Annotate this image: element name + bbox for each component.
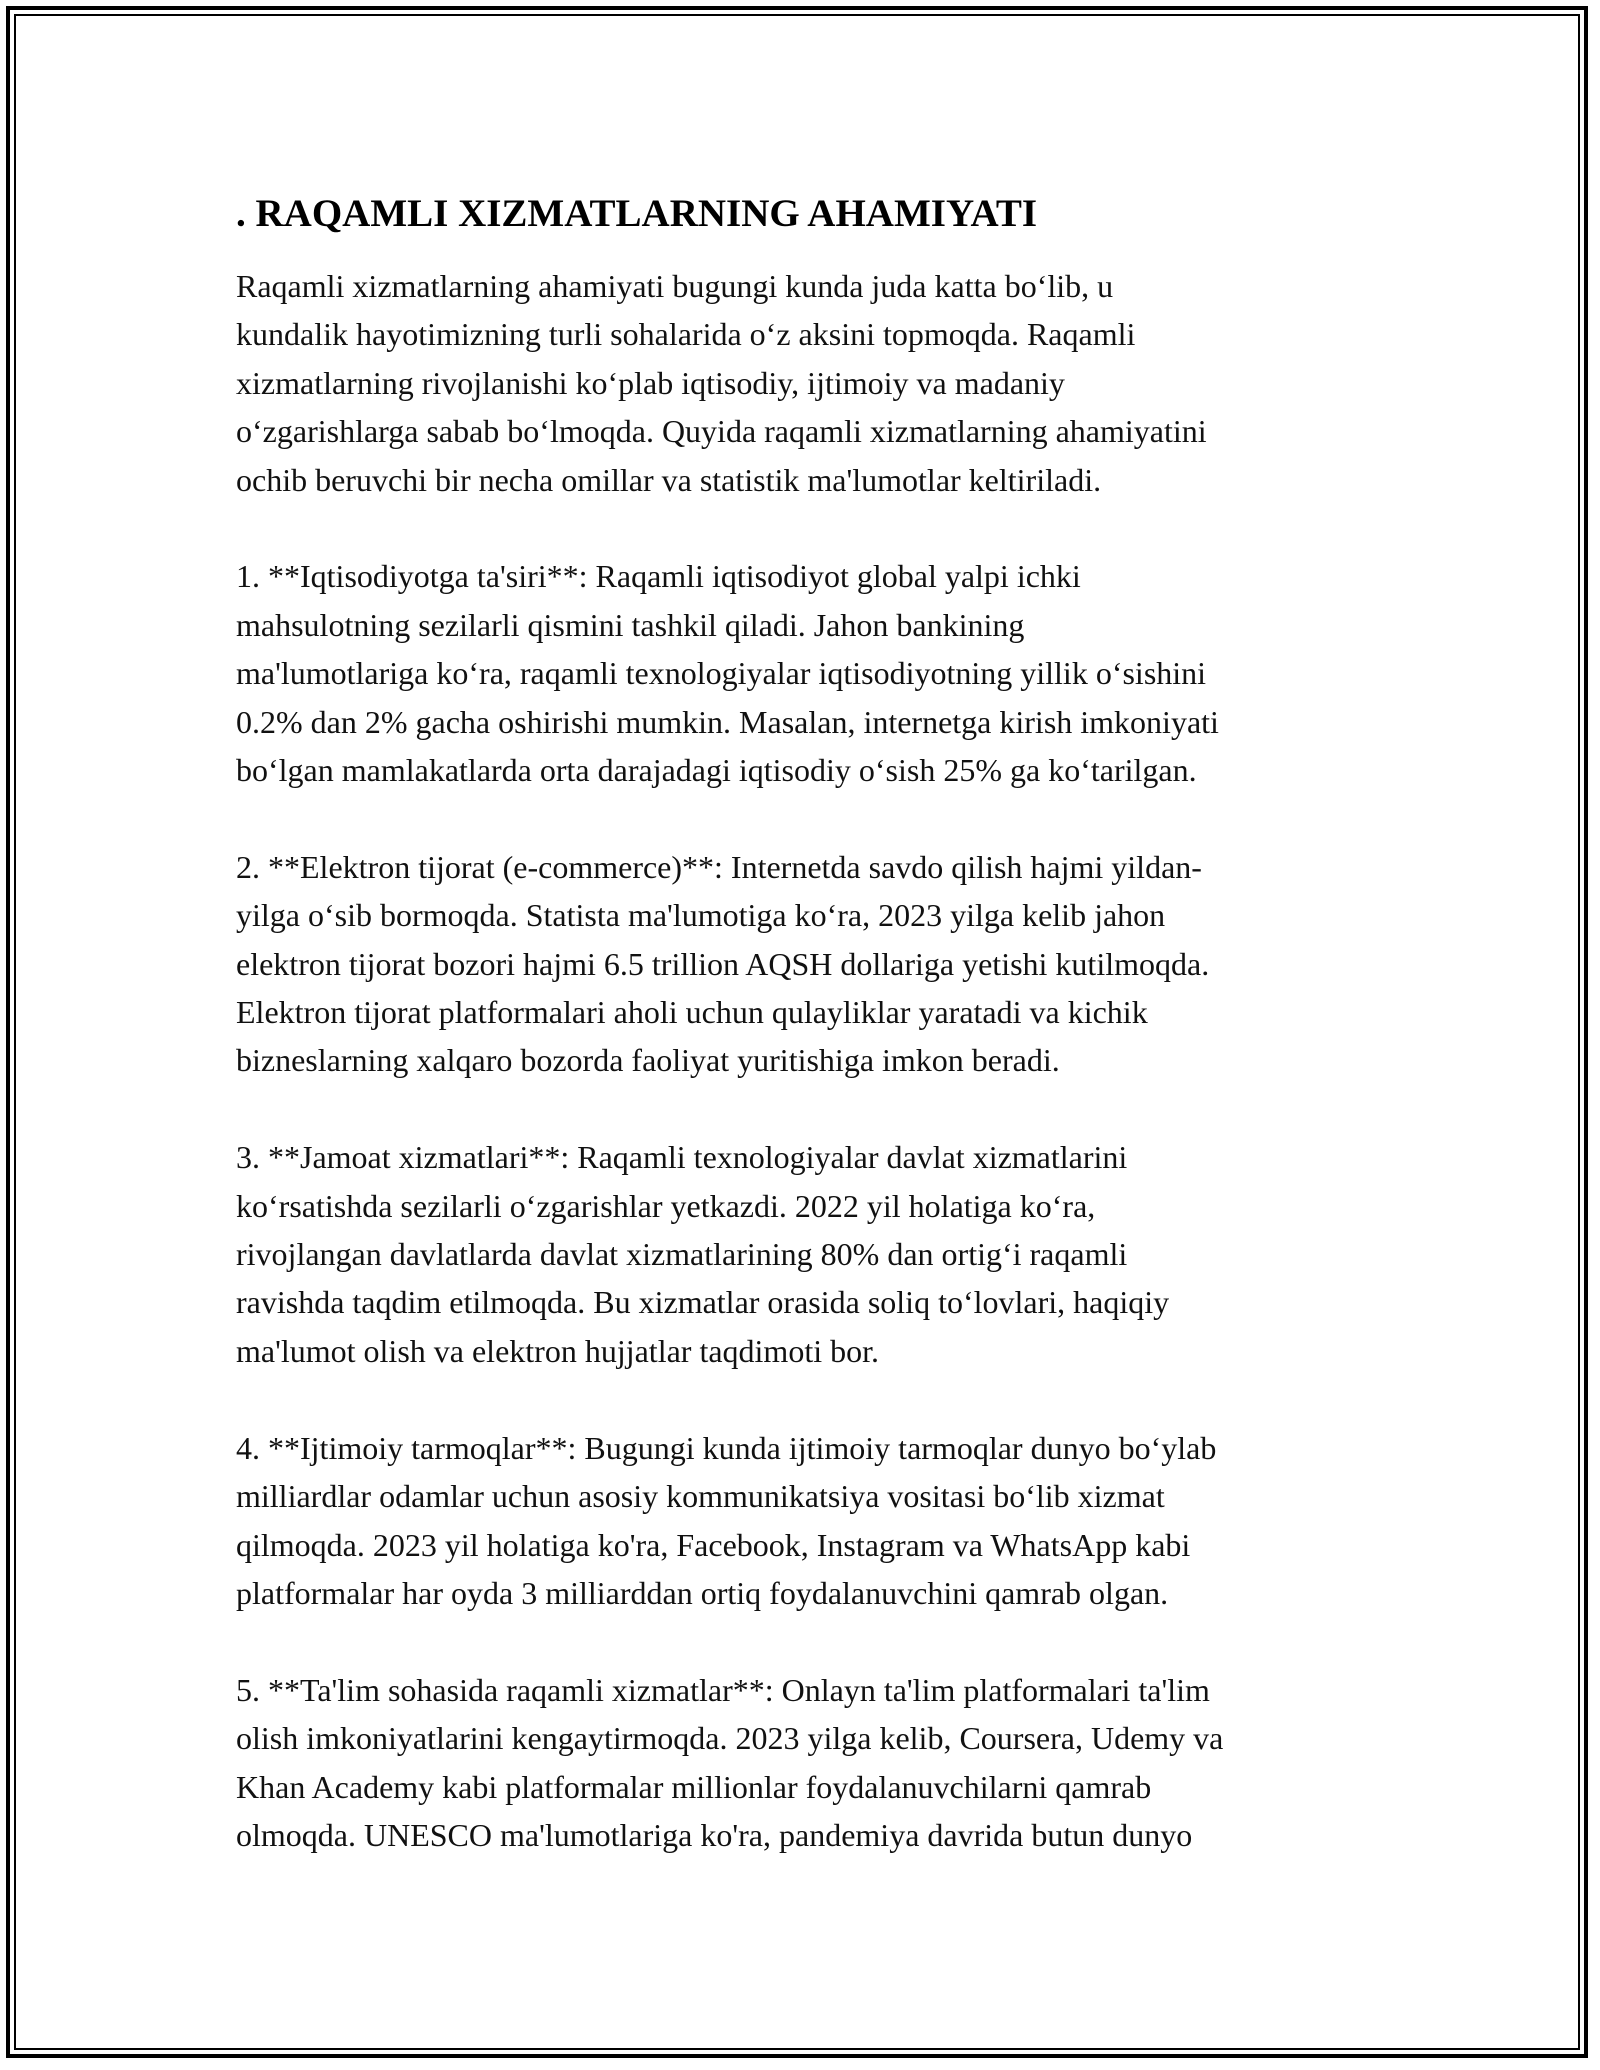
public-services-paragraph: [236, 1133, 1386, 1375]
paragraph-line: yilga o‘sib bormoqda. Statista ma'lumotiga ko‘ra, 2023 yilga kelib jahon: [236, 897, 1166, 934]
paragraph-line: bizneslarning xalqaro bozorda faoliyat yuritishiga imkon beradi.: [236, 1042, 1060, 1079]
paragraph-line: elektron tijorat bozori hajmi 6.5 trillion AQSH dollariga yetishi kutilmoqda.: [236, 945, 1210, 982]
paragraph-line: o‘zgarishlarga sabab bo‘lmoqda. Quyida raqamli xizmatlarning ahamiyatini: [236, 413, 1207, 450]
paragraph-line: Raqamli xizmatlarning ahamiyati bugungi kunda juda katta bo‘lib, u: [236, 268, 1114, 304]
paragraph-line: olmoqda. UNESCO ma'lumotlariga ko'ra, pandemiya davrida butun dunyo: [236, 1816, 1193, 1853]
paragraph-line: olish imkoniyatlarini kengaytirmoqda. 2023 yilga kelib, Coursera, Udemy va: [236, 1720, 1224, 1757]
document-title: . RAQAMLI XIZMATLARNING AHAMIYATI: [236, 192, 1038, 235]
paragraph-line: platformalar har oyda 3 milliarddan ortiq foydalanuvchini qamrab olgan.: [236, 1574, 1169, 1611]
paragraph-line: Khan Academy kabi platformalar millionlar foydalanuvchilarni qamrab: [236, 1768, 1152, 1805]
paragraph-line: ochib beruvchi bir necha omillar va statistik ma'lumotlar keltiriladi.: [236, 461, 1102, 498]
paragraph-line: 1. **Iqtisodiyotga ta'siri**: Raqamli iqtisodiyot global yalpi ichki: [236, 558, 1081, 595]
paragraph-line: ko‘rsatishda sezilarli o‘zgarishlar yetkazdi. 2022 yil holatiga ko‘ra,: [236, 1187, 1096, 1224]
paragraph-line: Elektron tijorat platformalari aholi uchun qulayliklar yaratadi va kichik: [236, 994, 1148, 1031]
paragraph-line: 3. **Jamoat xizmatlari**: Raqamli texnologiyalar davlat xizmatlarini: [236, 1139, 1128, 1176]
education-paragraph: [236, 1666, 1386, 1860]
intro-paragraph: [236, 262, 1386, 504]
paragraph-line: ma'lumotlariga ko‘ra, raqamli texnologiyalar iqtisodiyotning yillik o‘sishini: [236, 655, 1207, 692]
paragraph-line: xizmatlarning rivojlanishi ko‘plab iqtisodiy, ijtimoiy va madaniy: [236, 364, 1065, 401]
paragraph-line: kundalik hayotimizning turli sohalarida o‘z aksini topmoqda. Raqamli: [236, 316, 1136, 353]
social-networks-paragraph: [236, 1424, 1386, 1618]
paragraph-line: 2. **Elektron tijorat (e-commerce)**: Internetda savdo qilish hajmi yildan-: [236, 848, 1202, 885]
paragraph-line: ravishda taqdim etilmoqda. Bu xizmatlar orasida soliq to‘lovlari, haqiqiy: [236, 1284, 1170, 1321]
paragraph-line: ma'lumot olish va elektron hujjatlar taqdimoti bor.: [236, 1332, 879, 1369]
paragraph-line: 5. **Ta'lim sohasida raqamli xizmatlar**: Onlayn ta'lim platformalari ta'lim: [236, 1671, 1210, 1708]
paragraph-line: rivojlangan davlatlarda davlat xizmatlarining 80% dan ortig‘i raqamli: [236, 1236, 1128, 1273]
paragraph-line: bo‘lgan mamlakatlarda orta darajadagi iqtisodiy o‘sish 25% ga ko‘tarilgan.: [236, 752, 1197, 789]
paragraph-line: milliardlar odamlar uchun asosiy kommunikatsiya vositasi bo‘lib xizmat: [236, 1478, 1165, 1515]
paragraph-line: qilmoqda. 2023 yil holatiga ko'ra, Facebook, Instagram va WhatsApp kabi: [236, 1526, 1191, 1563]
ecommerce-paragraph: [236, 843, 1386, 1085]
economy-paragraph: [236, 552, 1386, 794]
document-body: [236, 190, 1386, 1859]
paragraph-line: 0.2% dan 2% gacha oshirishi mumkin. Masalan, internetga kirish imkoniyati: [236, 703, 1219, 740]
paragraph-line: mahsulotning sezilarli qismini tashkil qiladi. Jahon bankining: [236, 606, 1025, 643]
paragraph-line: 4. **Ijtimoiy tarmoqlar**: Bugungi kunda ijtimoiy tarmoqlar dunyo bo‘ylab: [236, 1429, 1217, 1466]
